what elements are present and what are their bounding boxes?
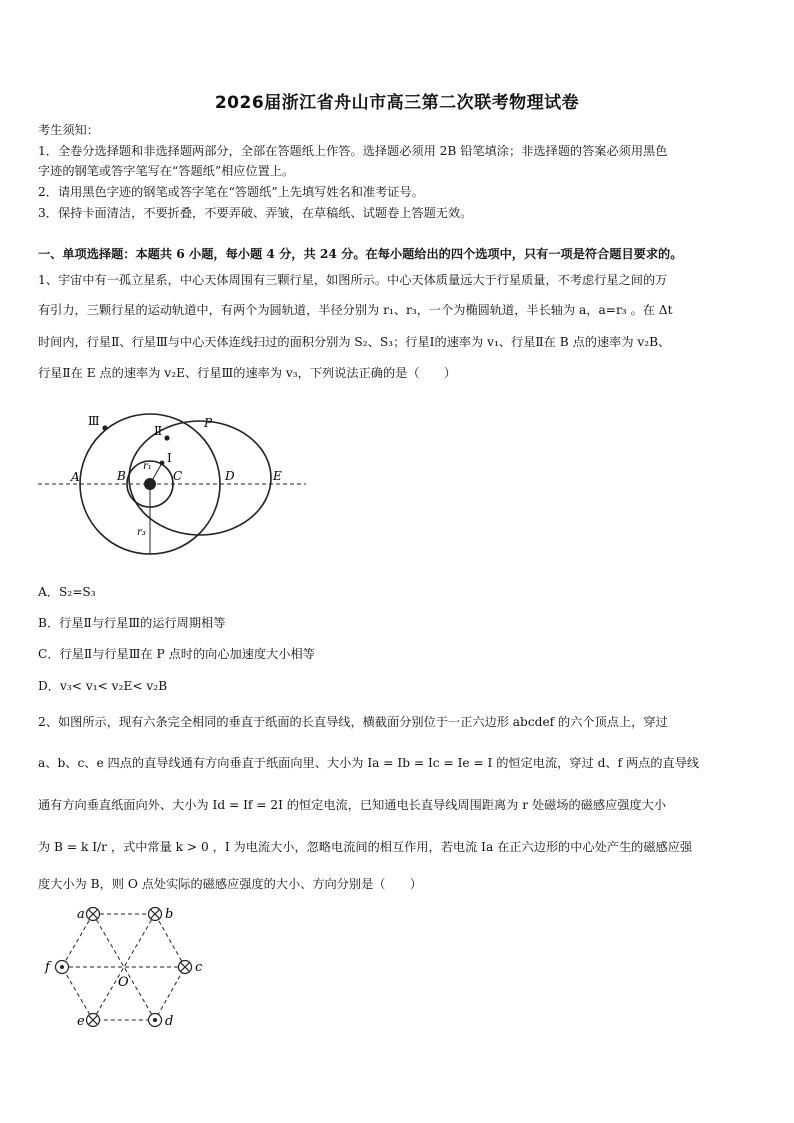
label-e: e: [77, 1014, 85, 1029]
r1-line: [150, 463, 162, 484]
label-r1: r₁: [143, 461, 152, 472]
notice-item-1-cont: 字迹的钢笔或答字笔写在“答题纸”相应位置上。: [38, 164, 295, 178]
diagonal-b-e: [93, 914, 155, 1020]
wire-a: [87, 908, 100, 921]
label-i: I: [167, 451, 172, 465]
label-c: c: [195, 960, 203, 975]
q1-option-c: C．行星Ⅱ与行星Ⅲ在 P 点时的向心加速度大小相等: [38, 647, 315, 661]
label-p: P: [204, 416, 213, 430]
q1-option-a: A．S₂=S₃: [38, 585, 96, 599]
q1-line-2: 有引力，三颗行星的运动轨道中，有两个为圆轨道，半径分别为 r₁、r₃，一个为椭圆轨道，半长轴为 a，a=r₃ 。在 Δt: [38, 303, 673, 317]
page-title: 2026届浙江省舟山市高三第二次联考物理试卷: [214, 93, 580, 113]
planet-i: [160, 461, 165, 466]
label-b: B: [117, 469, 126, 483]
wire-c: [179, 961, 192, 974]
wire-b: [149, 908, 162, 921]
label-d: d: [165, 1014, 174, 1029]
wire-e: [87, 1014, 100, 1027]
q1-option-b: B．行星Ⅱ与行星Ⅲ的运行周期相等: [38, 616, 226, 630]
section-heading: 一、单项选择题：本题共 6 小题，每小题 4 分，共 24 分。在每小题给出的四个选项中，只有一项是符合题目要求的。: [38, 247, 683, 261]
q2-line-4: 为 B = k I/r ，式中常量 k > 0 ，I 为电流大小，忽略电流间的相互作用，若电流 Ia 在正六边形的中心处产生的磁感应强: [38, 840, 693, 854]
notice-item-1: 1．全卷分选择题和非选择题两部分，全部在答题纸上作答。选择题必须用 2B 铅笔填涂；非选择题的答案必须用黑色: [38, 144, 668, 158]
wire-d: [149, 1014, 162, 1027]
label-b: b: [165, 907, 174, 922]
q1-option-d: D．v₃< v₁< v₂E< v₂B: [38, 679, 168, 693]
q2-hexagon-figure: [38, 900, 218, 1030]
label-a: a: [77, 907, 85, 922]
notice-item-2: 2．请用黑色字迹的钢笔或答字笔在“答题纸”上先填写姓名和准考证号。: [38, 185, 424, 199]
planet-ii: [164, 435, 169, 440]
label-a: A: [71, 470, 80, 484]
label-ii: Ⅱ: [154, 424, 163, 438]
q2-line-2: a、b、c、e 四点的直导线通有方向垂直于纸面向里、大小为 Ia = Ib = Ic = Ie = I 的恒定电流，穿过 d、f 两点的直导线: [38, 756, 700, 770]
q1-orbit-figure: [38, 405, 308, 565]
label-c: C: [173, 469, 183, 483]
q2-line-1: 2、如图所示，现有六条完全相同的垂直于纸面的长直导线，横截面分别位于一正六边形 abcdef 的六个顶点上，穿过: [38, 715, 668, 729]
label-r3: r₃: [137, 527, 146, 538]
label-iii: Ⅲ: [88, 414, 100, 428]
planet-iii: [102, 425, 107, 430]
q2-line-3: 通有方向垂直纸面向外、大小为 Id = If = 2I 的恒定电流，已知通电长直导线周围距离为 r 处磁场的磁感应强度大小: [38, 798, 667, 812]
label-e: E: [273, 469, 282, 483]
hexagon-outline: [62, 914, 185, 1020]
notice-heading: 考生须知：: [38, 123, 99, 137]
q1-line-1: 1、宇宙中有一孤立星系，中心天体周围有三颗行星，如图所示。中心天体质量远大于行星质量，不考虑行星之间的万: [38, 273, 668, 287]
wire-f: [56, 961, 69, 974]
label-f: f: [45, 960, 50, 975]
notice-item-3: 3．保持卡面清洁，不要折叠，不要弄破、弄皱，在草稿纸、试题卷上答题无效。: [38, 206, 473, 220]
diagonal-a-d: [93, 914, 155, 1020]
q1-line-4: 行星Ⅱ在 E 点的速率为 v₂E、行星Ⅲ的速率为 v₃，下列说法正确的是（ ）: [38, 366, 457, 380]
q2-line-5: 度大小为 B，则 O 点处实际的磁感应强度的大小、方向分别是（ ）: [38, 877, 423, 891]
label-d: D: [225, 469, 235, 483]
label-o: O: [118, 975, 129, 990]
q1-line-3: 时间内，行星Ⅱ、行星Ⅲ与中心天体连线扫过的面积分别为 S₂、S₃；行星Ⅰ的速率为 v₁、行星Ⅱ在 B 点的速率为 v₂B、: [38, 335, 671, 349]
